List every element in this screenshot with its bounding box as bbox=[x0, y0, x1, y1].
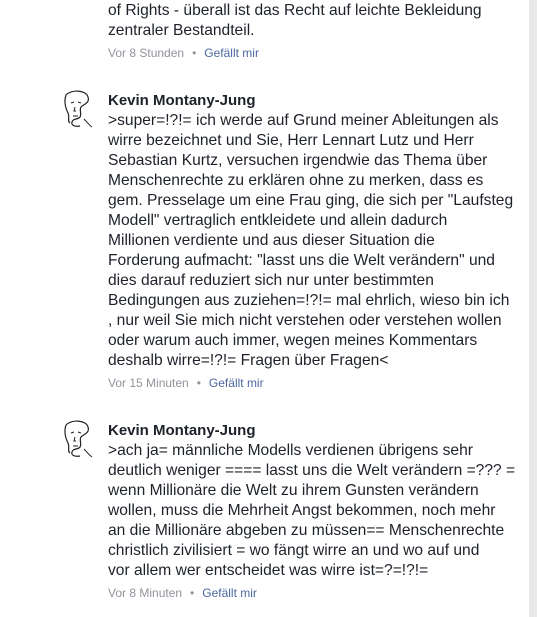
like-link[interactable]: Gefällt mir bbox=[208, 376, 264, 390]
avatar-sketch-icon[interactable] bbox=[58, 419, 94, 459]
comment-meta bbox=[108, 585, 257, 601]
comment-meta bbox=[108, 45, 259, 61]
comment-text: >super=!?!= ich werde auf Grund meiner Ableitungen als wirre bezeichnet und Sie, Herr Lennart Lutz und Herr Sebastian Kurtz, versuchen irgendwie das Thema über Menschenrechte zu erklären ohne zu merken, dass es gem. Presselage um eine Frau ging, die sich per "Laufsteg Modell" vertraglich entkleidete und allein dadurch Millionen verdiente und aus dieser Situation die Forderung aufmacht: "lasst uns die Welt verändern" und dies darauf reduziert sich nur unter bestimmten Bedingungen aus zuziehen=!?!= mal ehrlich, wieso bin ich , nur weil Sie mich nicht verstehen oder verstehen wollen oder warum auch immer, wegen meines Kommentars deshalb wirre=!?!= Fragen über Fragen< bbox=[108, 112, 514, 369]
like-link[interactable]: Gefällt mir bbox=[204, 46, 259, 60]
comment-author[interactable]: Kevin Montany-Jung bbox=[108, 422, 256, 439]
comment-timestamp: Vor 8 Stunden bbox=[108, 46, 185, 60]
like-link[interactable]: Gefällt mir bbox=[202, 586, 257, 600]
comment-text: >ach ja= männliche Modells verdienen übrigens sehr deutlich weniger ==== lasst uns die Welt verändern =??? = wenn Millionäre die Welt zu ihrem Gunsten verändern wollen, muss die Mehrheit Angst bekommen, noch mehr an die Millionäre abgeben zu müssen== Menschenrechte christlich zivilisiert = wo fängt wirre an und wo auf und vor allem wer entscheidet was wirre ist=?=!?!= bbox=[108, 442, 516, 579]
comment-author[interactable]: Kevin Montany-Jung bbox=[108, 92, 256, 109]
comment-timestamp: Vor 8 Minuten bbox=[108, 586, 183, 600]
comment-meta bbox=[108, 375, 264, 391]
meta-separator: • bbox=[192, 46, 197, 60]
comment-text: of Rights - überall ist das Recht auf leichte Bekleidung zentraler Bestandteil. bbox=[108, 2, 482, 39]
comment-timestamp: Vor 15 Minuten bbox=[108, 376, 189, 390]
avatar-sketch-icon[interactable] bbox=[58, 89, 94, 129]
meta-separator: • bbox=[196, 376, 201, 390]
meta-separator: • bbox=[190, 586, 195, 600]
scrollbar[interactable] bbox=[529, 0, 537, 617]
